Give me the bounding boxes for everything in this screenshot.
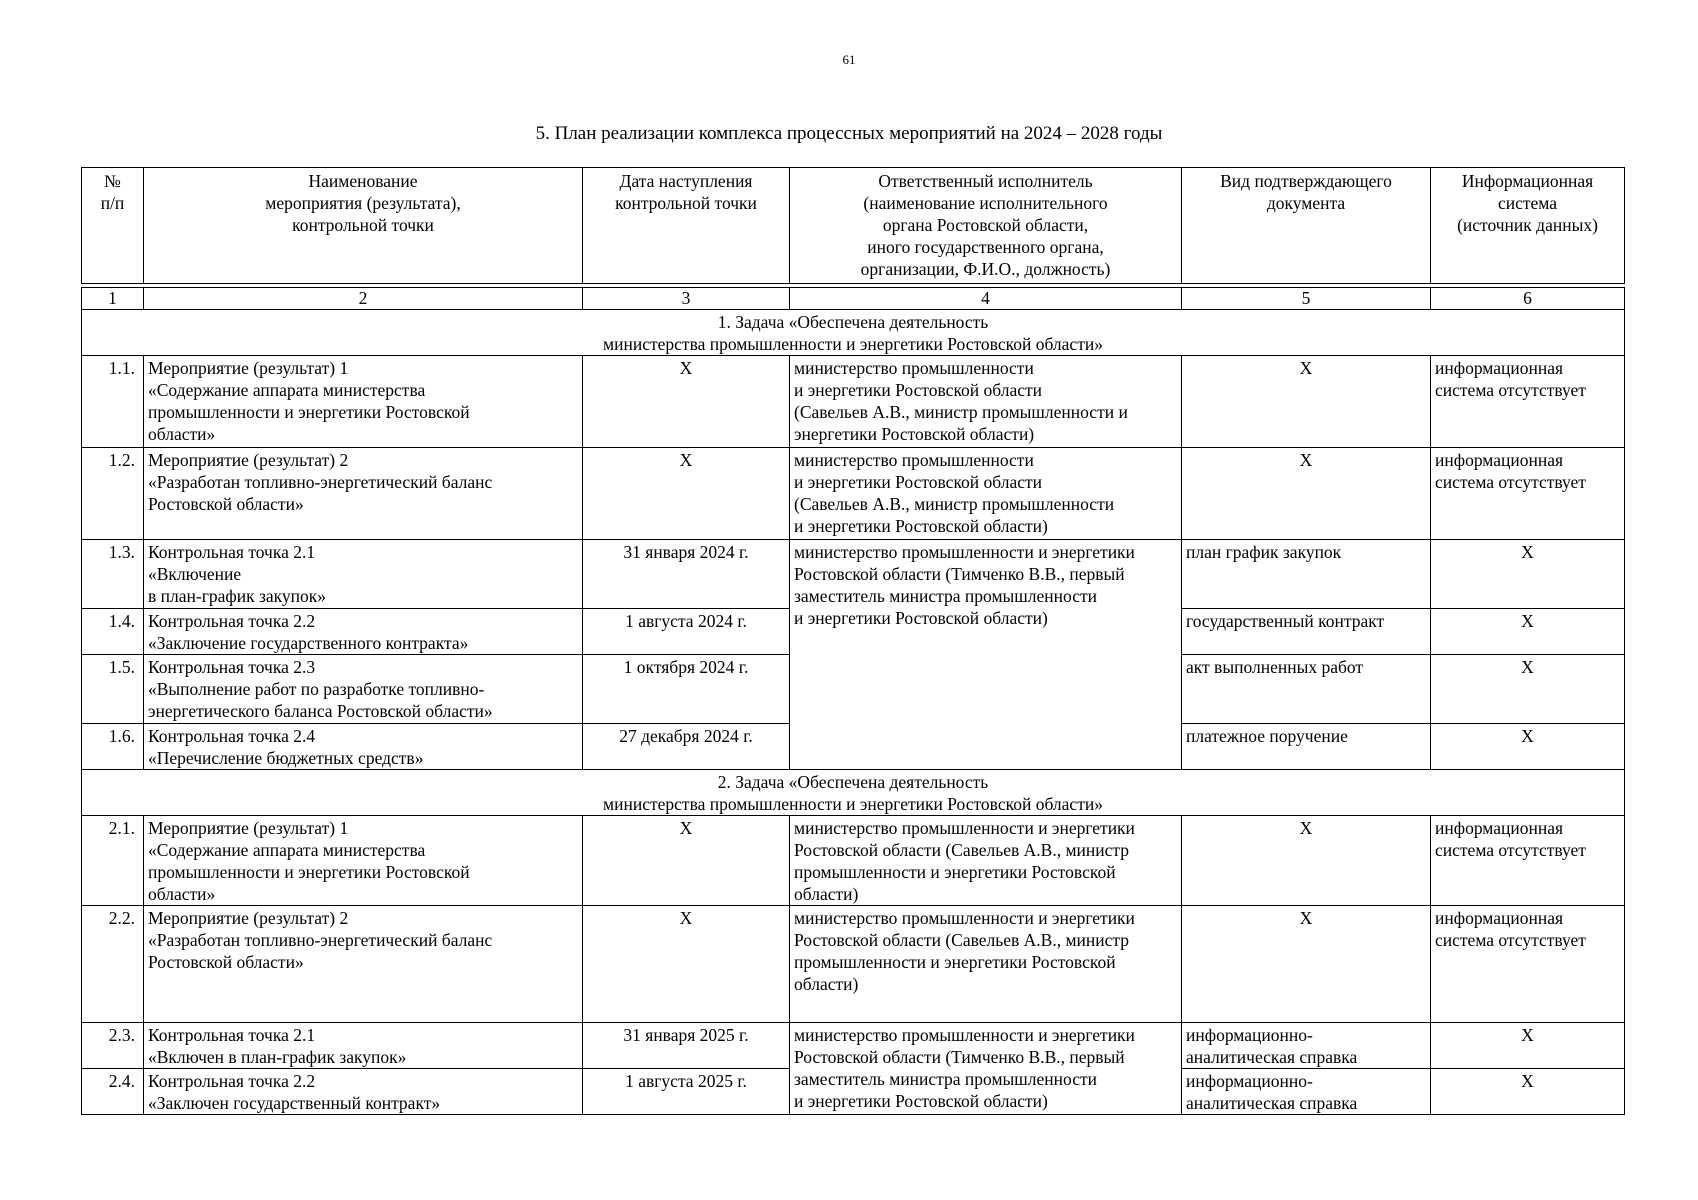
task-title: 1. Задача «Обеспечена деятельность министерства промышленности и энергетики Ростовской области» <box>82 310 1625 356</box>
row-document: акт выполненных работ <box>1182 655 1431 724</box>
row-document: план график закупок <box>1182 540 1431 609</box>
row-number: 1.1. <box>82 356 144 448</box>
row-info-system: информационная система отсутствует <box>1431 906 1625 1023</box>
row-document: платежное поручение <box>1182 724 1431 770</box>
task-row <box>82 770 1625 816</box>
row-executor: министерство промышленности и энергетики Ростовской области (Тимченко В.В., первый заместитель министра промышленности и энергетики Ростовской области) <box>790 1023 1182 1115</box>
row-document: информационно- аналитическая справка <box>1182 1069 1431 1115</box>
row-document: Х <box>1182 356 1431 448</box>
header-name: Наименование мероприятия (результата), контрольной точки <box>144 168 583 284</box>
header-document: Вид подтверждающего документа <box>1182 168 1431 284</box>
row-executor: министерство промышленности и энергетики Ростовской области (Тимченко В.В., первый заместитель министра промышленности и энергетики Ростовской области) <box>790 540 1182 770</box>
row-number: 2.1. <box>82 816 144 906</box>
row-date: 1 октября 2024 г. <box>583 655 790 724</box>
page-title: 5. План реализации комплекса процессных мероприятий на 2024 – 2028 годы <box>535 123 1163 144</box>
column-number: 1 <box>82 288 144 310</box>
row-executor: министерство промышленности и энергетики Ростовской области (Савельев А.В., министр промышленности и энергетики Ростовской области) <box>790 448 1182 540</box>
header-row <box>82 168 1625 284</box>
row-executor: министерство промышленности и энергетики Ростовской области (Савельев А.В., министр промышленности и энергетики Ростовской области) <box>790 906 1182 1023</box>
table-row <box>82 448 1625 540</box>
plan-table <box>81 287 1625 1115</box>
row-name: Контрольная точка 2.2 «Заключение государственного контракта» <box>144 609 583 655</box>
column-number: 6 <box>1431 288 1625 310</box>
column-number: 4 <box>790 288 1182 310</box>
table-row <box>82 356 1625 448</box>
row-document: информационно- аналитическая справка <box>1182 1023 1431 1069</box>
row-name: Мероприятие (результат) 1 «Содержание аппарата министерства промышленности и энергетики Ростовской области» <box>144 356 583 448</box>
page-number: 61 <box>842 52 856 67</box>
table-row <box>82 540 1625 609</box>
table-row <box>82 816 1625 906</box>
row-name: Мероприятие (результат) 2 «Разработан топливно-энергетический баланс Ростовской области» <box>144 448 583 540</box>
row-number: 1.3. <box>82 540 144 609</box>
column-numbers-row <box>82 288 1625 310</box>
row-number: 1.5. <box>82 655 144 724</box>
row-number: 1.4. <box>82 609 144 655</box>
column-number: 2 <box>144 288 583 310</box>
row-date: Х <box>583 816 790 906</box>
row-document: Х <box>1182 448 1431 540</box>
task-row <box>82 310 1625 356</box>
row-name: Контрольная точка 2.3 «Выполнение работ по разработке топливно- энергетического баланса Ростовской области» <box>144 655 583 724</box>
row-info-system: Х <box>1431 724 1625 770</box>
row-name: Контрольная точка 2.4 «Перечисление бюджетных средств» <box>144 724 583 770</box>
row-date: 1 августа 2024 г. <box>583 609 790 655</box>
row-number: 2.3. <box>82 1023 144 1069</box>
column-number: 3 <box>583 288 790 310</box>
header-executor: Ответственный исполнитель (наименование исполнительного органа Ростовской области, иного государственного органа, организации, Ф.И.О., должность) <box>790 168 1182 284</box>
row-info-system: Х <box>1431 1023 1625 1069</box>
column-number: 5 <box>1182 288 1431 310</box>
row-info-system: Х <box>1431 609 1625 655</box>
table-row <box>82 1023 1625 1069</box>
row-name: Контрольная точка 2.2 «Заключен государственный контракт» <box>144 1069 583 1115</box>
row-date: 27 декабря 2024 г. <box>583 724 790 770</box>
row-info-system: информационная система отсутствует <box>1431 356 1625 448</box>
row-executor: министерство промышленности и энергетики Ростовской области (Савельев А.В., министр промышленности и энергетики Ростовской области) <box>790 356 1182 448</box>
row-number: 1.2. <box>82 448 144 540</box>
row-info-system: Х <box>1431 655 1625 724</box>
header-date: Дата наступления контрольной точки <box>583 168 790 284</box>
row-name: Мероприятие (результат) 1 «Содержание аппарата министерства промышленности и энергетики Ростовской области» <box>144 816 583 906</box>
row-info-system: информационная система отсутствует <box>1431 816 1625 906</box>
table-header <box>81 167 1625 284</box>
row-name: Контрольная точка 2.1 «Включение в план-график закупок» <box>144 540 583 609</box>
row-document: Х <box>1182 906 1431 1023</box>
row-date: Х <box>583 356 790 448</box>
row-info-system: Х <box>1431 540 1625 609</box>
row-info-system: Х <box>1431 1069 1625 1115</box>
row-date: Х <box>583 448 790 540</box>
table-row <box>82 906 1625 1023</box>
row-date: 31 января 2025 г. <box>583 1023 790 1069</box>
row-executor: министерство промышленности и энергетики Ростовской области (Савельев А.В., министр промышленности и энергетики Ростовской области) <box>790 816 1182 906</box>
row-name: Мероприятие (результат) 2 «Разработан топливно-энергетический баланс Ростовской области» <box>144 906 583 1023</box>
row-number: 1.6. <box>82 724 144 770</box>
header-number: № п/п <box>82 168 144 284</box>
row-date: 31 января 2024 г. <box>583 540 790 609</box>
row-document: государственный контракт <box>1182 609 1431 655</box>
row-name: Контрольная точка 2.1 «Включен в план-график закупок» <box>144 1023 583 1069</box>
row-info-system: информационная система отсутствует <box>1431 448 1625 540</box>
task-title: 2. Задача «Обеспечена деятельность министерства промышленности и энергетики Ростовской области» <box>82 770 1625 816</box>
row-date: Х <box>583 906 790 1023</box>
row-number: 2.4. <box>82 1069 144 1115</box>
row-number: 2.2. <box>82 906 144 1023</box>
row-document: Х <box>1182 816 1431 906</box>
header-info-system: Информационная система (источник данных) <box>1431 168 1625 284</box>
row-date: 1 августа 2025 г. <box>583 1069 790 1115</box>
